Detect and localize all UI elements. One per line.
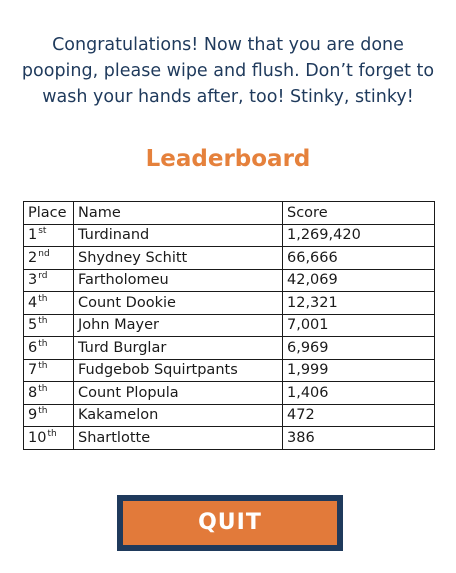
- place-suffix: nd: [38, 248, 50, 259]
- row-place: [24, 292, 74, 315]
- place-number: 7: [28, 362, 38, 379]
- row-name: Shartlotte: [74, 427, 283, 450]
- row-name: Count Dookie: [74, 292, 283, 315]
- place-suffix: rd: [38, 271, 48, 282]
- row-score: 1,269,420: [283, 224, 435, 247]
- place-number: 8: [28, 384, 38, 401]
- place-number: 4: [28, 294, 38, 311]
- table-row: [24, 337, 435, 360]
- place-suffix: th: [38, 316, 48, 327]
- place-number: 2: [28, 249, 38, 266]
- row-name: Kakamelon: [74, 404, 283, 427]
- table-row: [24, 269, 435, 292]
- row-name: John Mayer: [74, 314, 283, 337]
- row-name: Count Plopula: [74, 382, 283, 405]
- table-row: [24, 292, 435, 315]
- row-score: 472: [283, 404, 435, 427]
- place-number: 10: [28, 429, 47, 446]
- row-score: 1,406: [283, 382, 435, 405]
- row-place: [24, 314, 74, 337]
- row-place: [24, 382, 74, 405]
- table-row: [24, 382, 435, 405]
- place-number: 5: [28, 317, 38, 334]
- row-score: 386: [283, 427, 435, 450]
- place-number: 9: [28, 407, 38, 424]
- quit-button[interactable]: QUIT: [117, 495, 343, 551]
- row-place: [24, 269, 74, 292]
- row-score: 6,969: [283, 337, 435, 360]
- table-row: [24, 404, 435, 427]
- header-name: Name: [74, 202, 283, 225]
- congratulations-message: Congratulations! Now that you are done pooping, please wipe and flush. Don’t forget to wash your hands after, too! Stinky, stinky!: [21, 35, 435, 107]
- place-suffix: th: [38, 383, 48, 394]
- header-score: Score: [283, 202, 435, 225]
- place-suffix: th: [38, 293, 48, 304]
- table-row: [24, 427, 435, 450]
- leaderboard-table: [23, 201, 435, 450]
- row-name: Turd Burglar: [74, 337, 283, 360]
- table-row: [24, 359, 435, 382]
- table-row: [24, 314, 435, 337]
- leaderboard-body: [24, 224, 435, 449]
- row-place: [24, 427, 74, 450]
- place-number: 3: [28, 272, 38, 289]
- row-name: Fartholomeu: [74, 269, 283, 292]
- row-place: [24, 337, 74, 360]
- leaderboard-title: Leaderboard: [145, 146, 311, 172]
- row-score: 7,001: [283, 314, 435, 337]
- place-suffix: st: [38, 226, 47, 237]
- leaderboard-header-row: [24, 202, 435, 225]
- row-name: Fudgebob Squirtpants: [74, 359, 283, 382]
- row-place: [24, 224, 74, 247]
- row-score: 12,321: [283, 292, 435, 315]
- row-score: 66,666: [283, 247, 435, 270]
- table-row: [24, 247, 435, 270]
- place-suffix: th: [38, 338, 48, 349]
- place-number: 1: [28, 227, 38, 244]
- row-place: [24, 404, 74, 427]
- place-suffix: th: [47, 428, 57, 439]
- table-row: [24, 224, 435, 247]
- place-number: 6: [28, 339, 38, 356]
- place-suffix: th: [38, 406, 48, 417]
- header-place: Place: [24, 202, 74, 225]
- row-score: 1,999: [283, 359, 435, 382]
- row-name: Shydney Schitt: [74, 247, 283, 270]
- row-name: Turdinand: [74, 224, 283, 247]
- place-suffix: th: [38, 361, 48, 372]
- row-score: 42,069: [283, 269, 435, 292]
- row-place: [24, 359, 74, 382]
- row-place: [24, 247, 74, 270]
